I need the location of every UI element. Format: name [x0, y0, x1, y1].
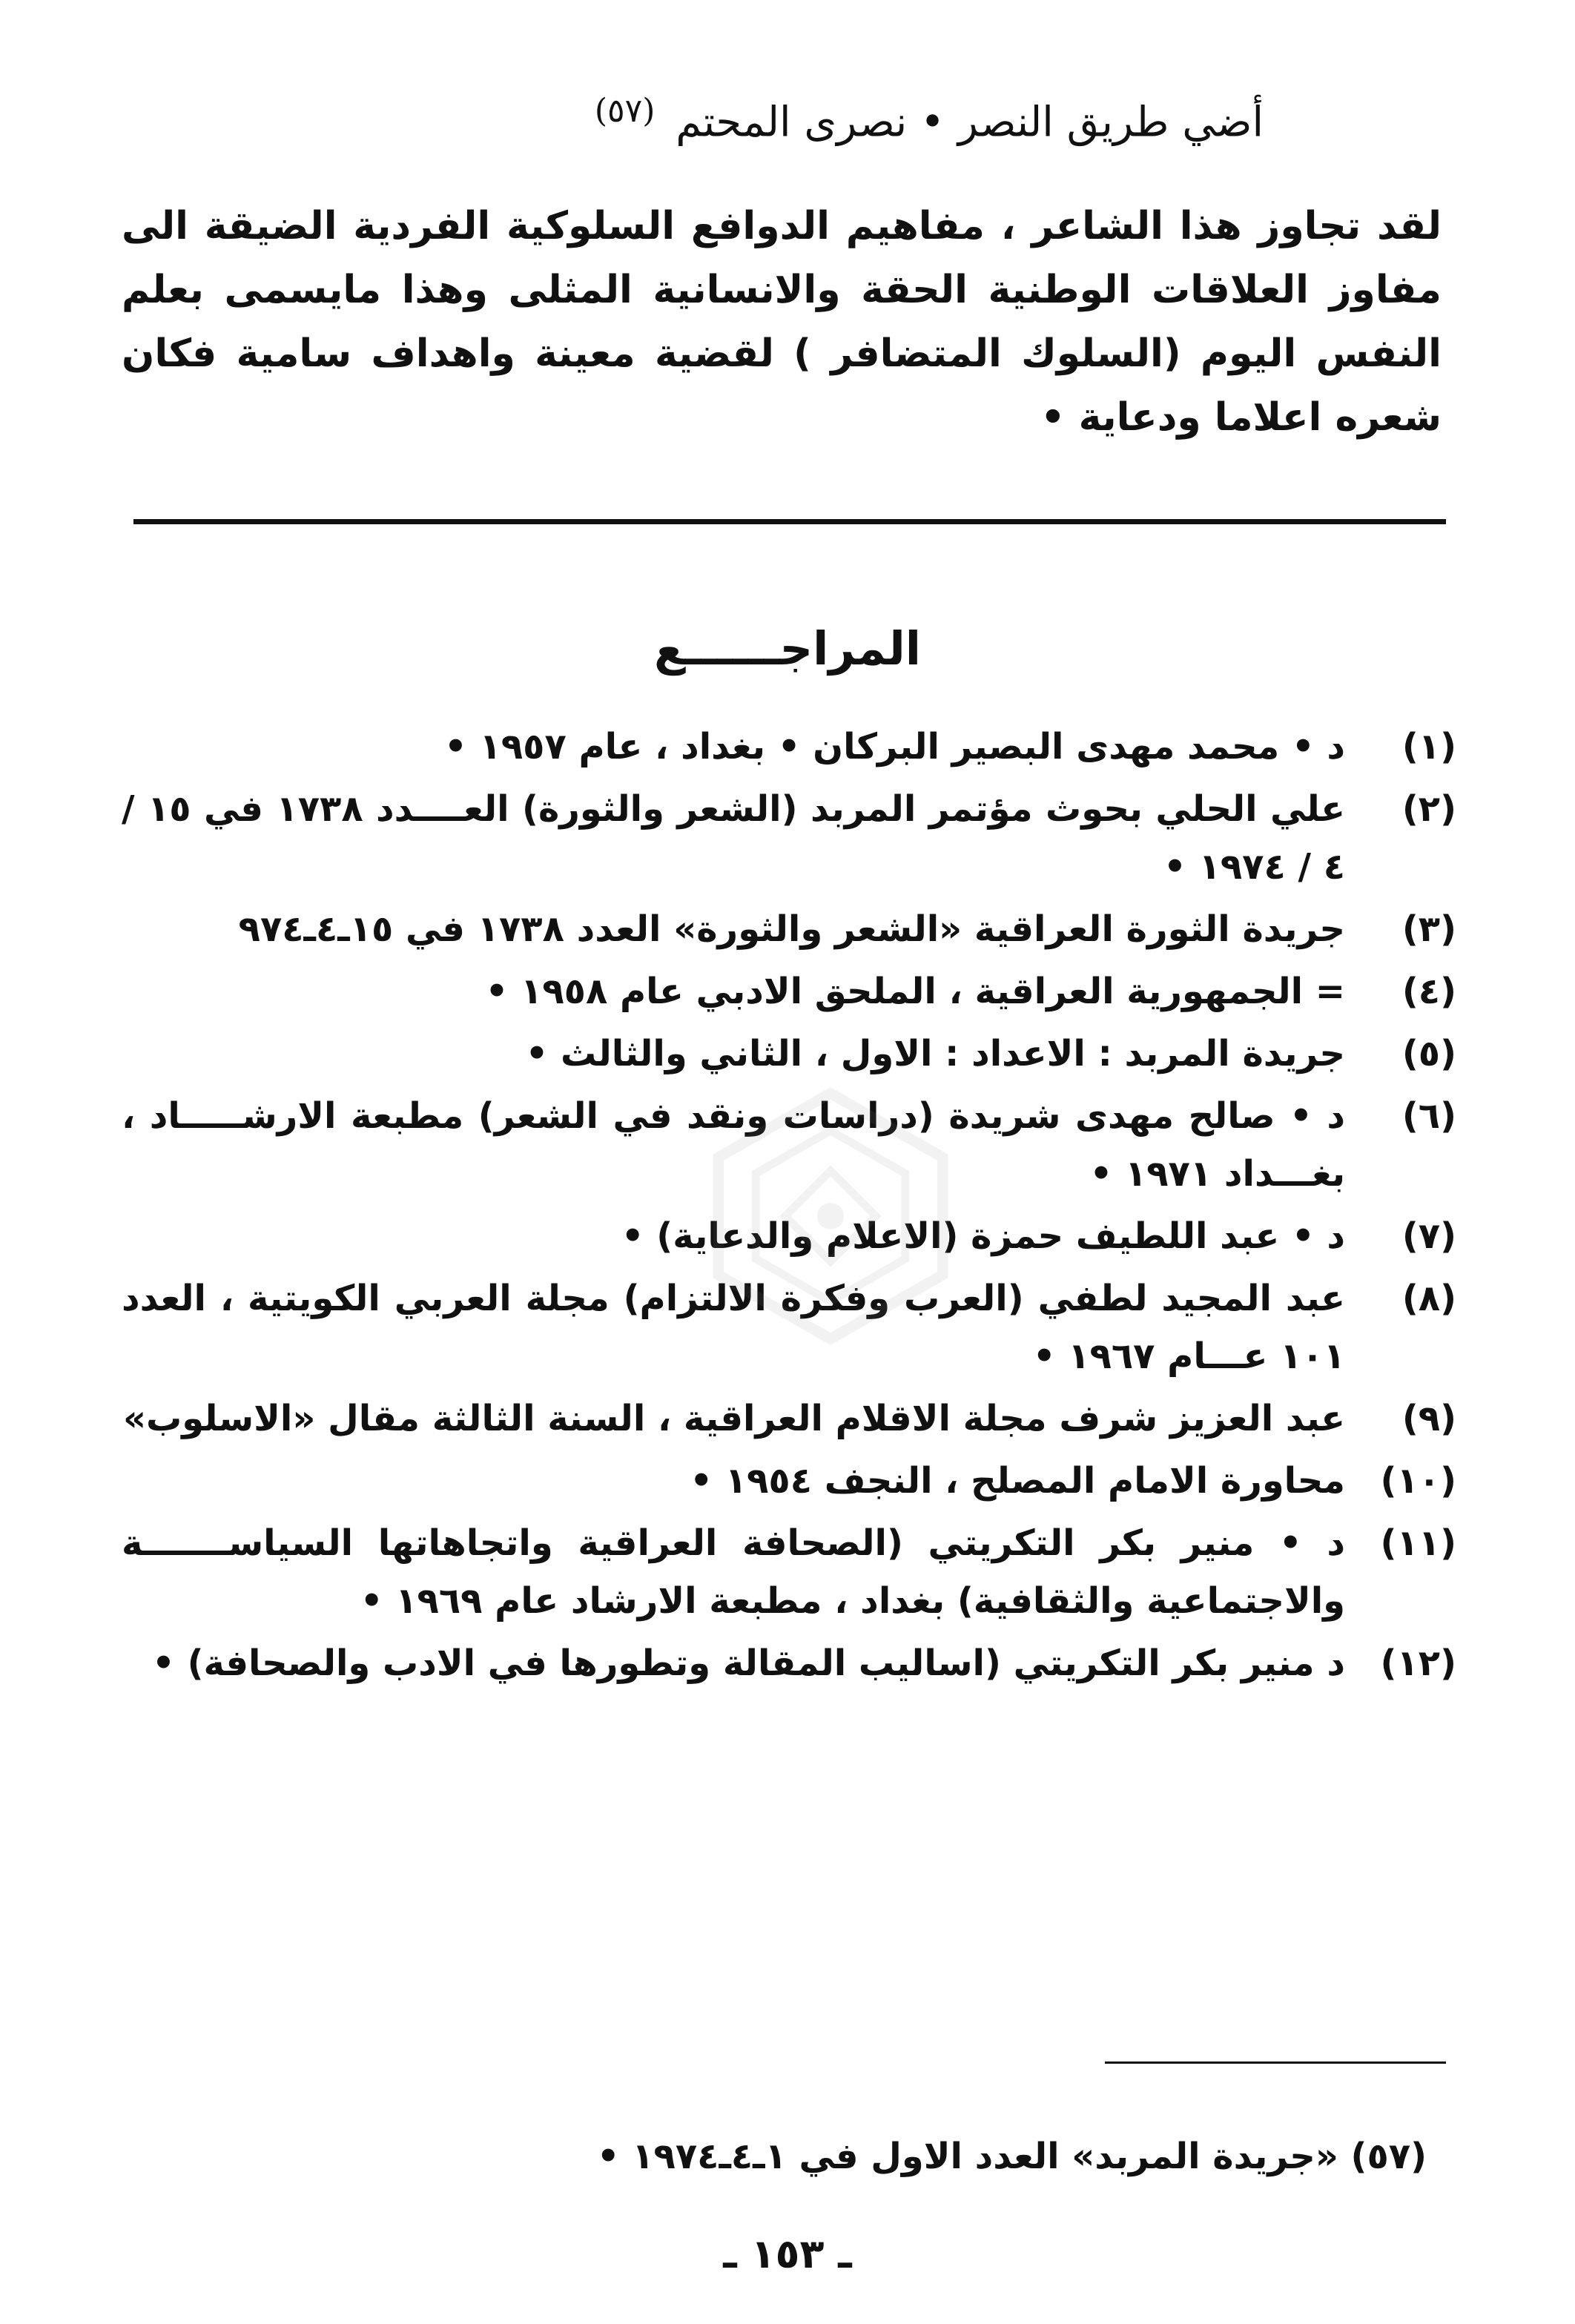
reference-text: جريدة الثورة العراقية «الشعر والثورة» العدد ١٧٣٨ في ١٥ـ٤ـ٩٧٤ — [238, 908, 1345, 950]
reference-number: (١) — [1401, 726, 1456, 767]
reference-text: علي الحلي بحوث مؤتمر المربد (الشعر والثورة) العــــدد ١٧٣٨ في ١٥ / ٤ / ١٩٧٤ • — [122, 788, 1345, 888]
reference-item — [122, 718, 1456, 776]
reference-number: (١٢) — [1380, 1643, 1456, 1684]
page-number: ـ ١٥٣ ـ — [723, 2231, 852, 2277]
reference-text: د منير بكر التكريتي (اساليب المقالة وتطورها في الادب والصحافة) • — [152, 1643, 1345, 1684]
reference-item — [122, 780, 1456, 896]
reference-number: (٢) — [1401, 788, 1456, 830]
verse-line — [225, 82, 1264, 153]
reference-text: عبد المجيد لطفي (العرب وفكرة الالتزام) مجلة العربي الكويتية ، العدد ١٠١ عـــام ١٩٦٧ • — [122, 1278, 1345, 1377]
reference-number: (٧) — [1401, 1215, 1456, 1257]
reference-text: د • منير بكر التكريتي (الصحافة العراقية واتجاهاتها السياســـــــة والاجتماعية والثقافية) بغداد ، مطبعة الارشاد عام ١٩٦٩ • — [122, 1522, 1345, 1622]
library-seal-watermark-icon — [697, 1083, 964, 1350]
reference-number: (٥) — [1401, 1033, 1456, 1074]
reference-number: (٤) — [1401, 971, 1456, 1012]
reference-item — [122, 1514, 1456, 1630]
body-paragraph: لقد تجاوز هذا الشاعر ، مفاهيم الدوافع السلوكية الفردية الضيقة الى مفاوز العلاقات الوطنية الحقة والانسانية المثلى وهذا مايسمى بعلم النفس اليوم (السلوك المتضافر ) لقضية معينة واهداف سامية فكان شعره اعلاما ودعاية • — [122, 204, 1442, 440]
reference-number: (٩) — [1401, 1398, 1456, 1439]
reference-item — [122, 900, 1456, 958]
reference-text: د • صالح مهدى شريدة (دراسات ونقد في الشعر) مطبعة الارشـــــاد ، بغـــداد ١٩٧١ • — [122, 1095, 1345, 1195]
reference-number: (١١) — [1380, 1522, 1456, 1564]
reference-item — [122, 1390, 1456, 1447]
reference-item — [122, 1634, 1456, 1692]
reference-number: (٣) — [1401, 908, 1456, 950]
footnote-divider — [1105, 2061, 1446, 2064]
reference-item — [122, 1452, 1456, 1510]
reference-text: جريدة المربد : الاعداد : الاول ، الثاني والثالث • — [525, 1033, 1345, 1074]
reference-number: (٦) — [1401, 1095, 1456, 1137]
verse-text: أضي طريق النصر • نصرى المحتم — [676, 98, 1264, 147]
reference-text: د • محمد مهدى البصير البركان • بغداد ، عام ١٩٥٧ • — [444, 726, 1345, 767]
footnote: (٥٧) «جريدة المربد» العدد الاول في ١ـ٤ـ١٩٧٤ • — [596, 2136, 1427, 2177]
reference-number: (١٠) — [1380, 1460, 1456, 1502]
reference-item — [122, 963, 1456, 1020]
reference-number: (٨) — [1401, 1278, 1456, 1319]
reference-text: محاورة الامام المصلح ، النجف ١٩٥٤ • — [690, 1460, 1345, 1502]
section-divider — [133, 519, 1446, 524]
references-heading: المراجــــــع — [653, 621, 922, 676]
verse-footnote-ref: (٥٧) — [594, 92, 656, 130]
reference-text: عبد العزيز شرف مجلة الاقلام العراقية ، السنة الثالثة مقال «الاسلوب» — [123, 1398, 1345, 1439]
reference-text: د • عبد اللطيف حمزة (الاعلام والدعاية) • — [621, 1215, 1345, 1257]
reference-text: = الجمهورية العراقية ، الملحق الادبي عام ١٩٥٨ • — [485, 971, 1345, 1012]
reference-item — [122, 1025, 1456, 1083]
